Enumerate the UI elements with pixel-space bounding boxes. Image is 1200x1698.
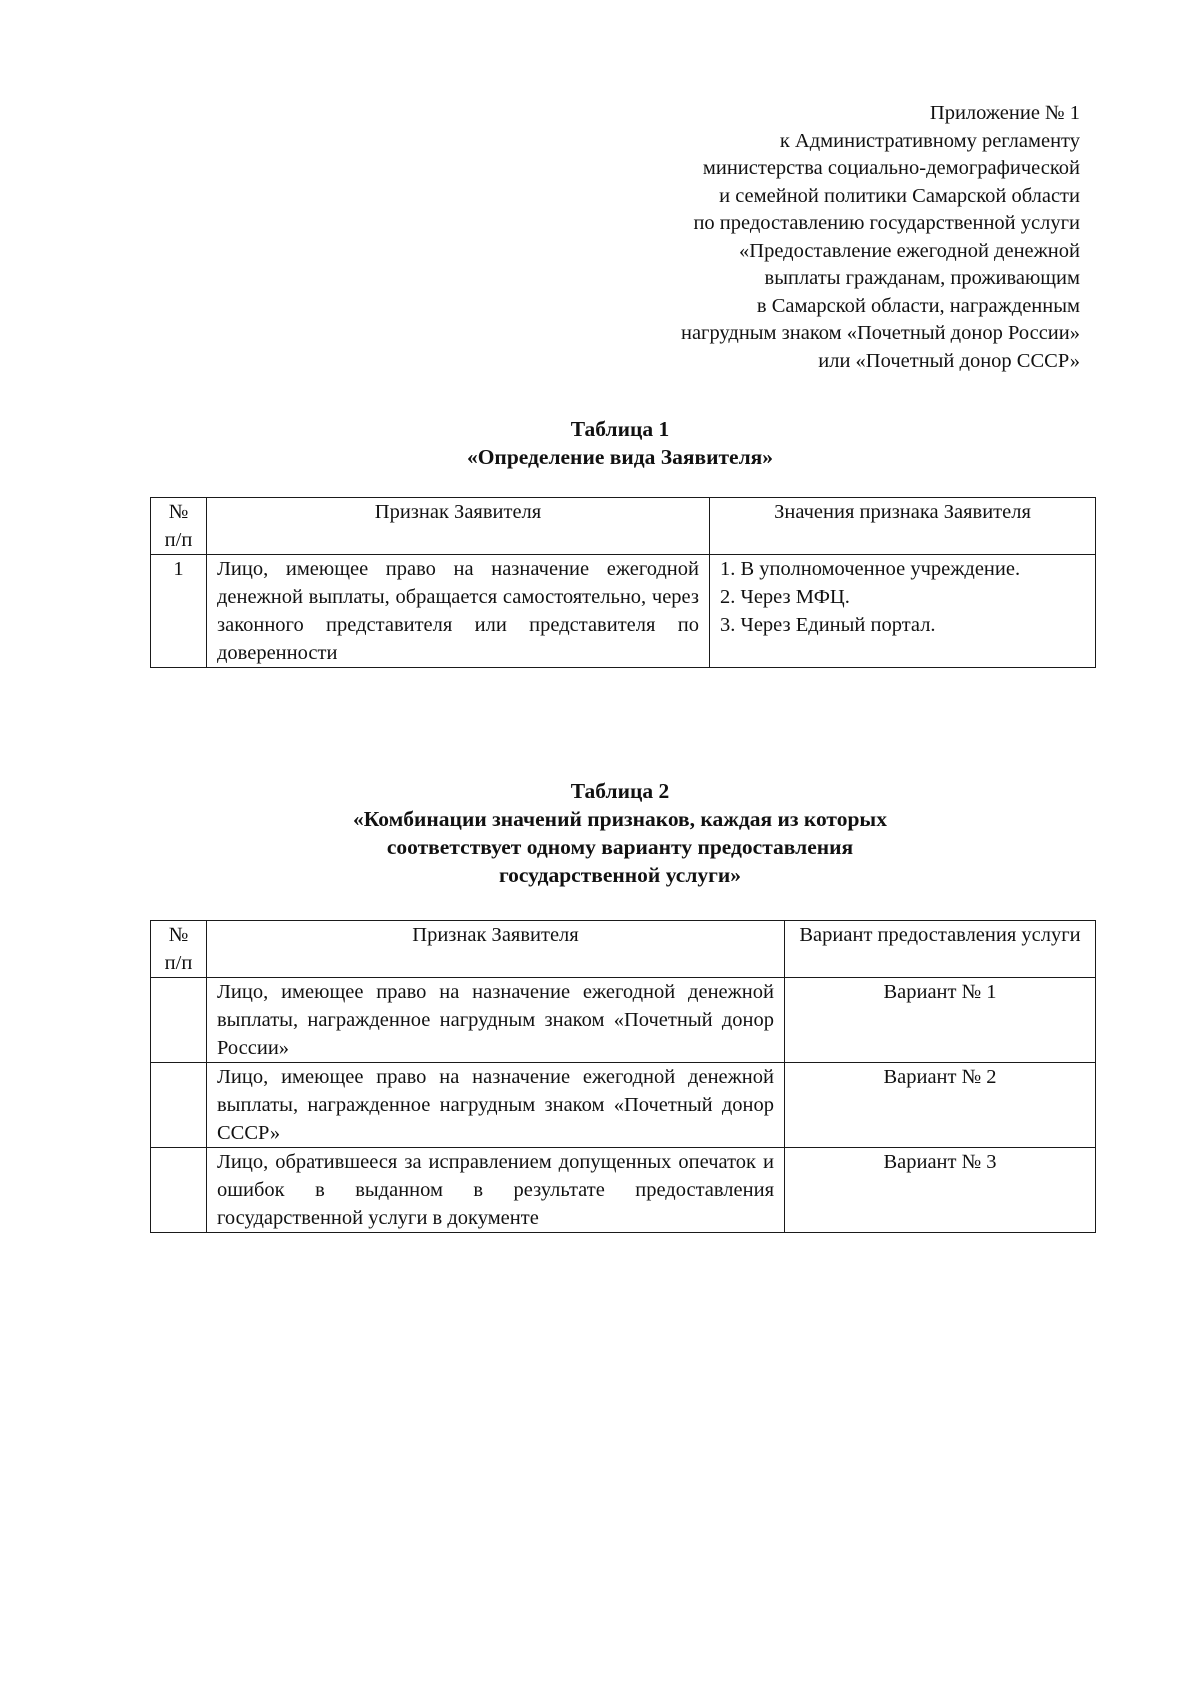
row-attribute: Лицо, имеющее право на назначение ежегодной денежной выплаты, награжденное нагрудным знаком «Почетный донор СССР» bbox=[207, 1063, 785, 1148]
table1-heading bbox=[150, 415, 1090, 471]
row-attribute: Лицо, имеющее право на назначение ежегодной денежной выплаты, обращается самостоятельно, через законного представителя или представителя по доверенности bbox=[207, 555, 710, 668]
table-row bbox=[151, 1148, 1096, 1233]
appendix-line: по предоставлению государственной услуги bbox=[693, 212, 1080, 234]
header-num-abbr: п/п bbox=[164, 952, 193, 974]
header-num-abbr: п/п bbox=[164, 529, 193, 551]
table2-title: Таблица 2 bbox=[570, 779, 670, 803]
table2-header-attribute: Признак Заявителя bbox=[207, 921, 785, 978]
appendix-line: или «Почетный донор СССР» bbox=[818, 349, 1080, 372]
header-num-symbol: № bbox=[168, 924, 189, 946]
table2-header-variant: Вариант предоставления услуги bbox=[785, 921, 1096, 978]
table1-subtitle: «Определение вида Заявителя» bbox=[466, 445, 774, 469]
appendix-line: в Самарской области, награжденным bbox=[756, 294, 1080, 317]
table1-header-values: Значения признака Заявителя bbox=[710, 498, 1096, 555]
table1-header-attribute: Признак Заявителя bbox=[207, 498, 710, 555]
row-num bbox=[151, 1148, 207, 1233]
header-num-symbol: № bbox=[168, 501, 189, 523]
row-attribute: Лицо, обратившееся за исправлением допущенных опечаток и ошибок в выданном в результате предоставления государственной услуги в документе bbox=[207, 1148, 785, 1233]
table2-header-row bbox=[151, 921, 1096, 978]
row-variant: Вариант № 2 bbox=[785, 1063, 1096, 1148]
table2-subtitle-line: государственной услуги» bbox=[498, 863, 742, 887]
table1 bbox=[150, 497, 1096, 668]
row-variant: Вариант № 3 bbox=[785, 1148, 1096, 1233]
appendix-line: к Административному регламенту bbox=[779, 129, 1080, 152]
value-item: 3. Через Единый портал. bbox=[720, 614, 936, 636]
table1-header-row bbox=[151, 498, 1096, 555]
table2 bbox=[150, 920, 1096, 1233]
appendix-line: и семейной политики Самарской области bbox=[719, 184, 1080, 207]
row-num bbox=[151, 1063, 207, 1148]
appendix-line: нагрудным знаком «Почетный донор России» bbox=[680, 322, 1080, 344]
table2-subtitle-line: соответствует одному варианту предоставления bbox=[386, 835, 854, 859]
table1-header-num bbox=[151, 498, 207, 555]
table-row bbox=[151, 555, 1096, 668]
row-attribute: Лицо, имеющее право на назначение ежегодной денежной выплаты, награжденное нагрудным знаком «Почетный донор России» bbox=[207, 978, 785, 1063]
table1-title: Таблица 1 bbox=[570, 417, 670, 441]
appendix-line: выплаты гражданам, проживающим bbox=[764, 267, 1080, 289]
row-num bbox=[151, 978, 207, 1063]
row-variant: Вариант № 1 bbox=[785, 978, 1096, 1063]
table2-subtitle-line: «Комбинации значений признаков, каждая из которых bbox=[353, 807, 887, 831]
appendix-line: Приложение № 1 bbox=[929, 102, 1080, 124]
row-num: 1 bbox=[151, 555, 207, 668]
value-item: 2. Через МФЦ. bbox=[720, 586, 850, 608]
appendix-header bbox=[480, 100, 1080, 375]
table2-heading bbox=[150, 777, 1090, 889]
row-values bbox=[710, 555, 1096, 668]
appendix-line: «Предоставление ежегодной денежной bbox=[739, 239, 1080, 262]
table-row bbox=[151, 1063, 1096, 1148]
value-item: 1. В уполномоченное учреждение. bbox=[720, 558, 1021, 580]
table-row bbox=[151, 978, 1096, 1063]
appendix-line: министерства социально-демографической bbox=[702, 157, 1080, 179]
table2-header-num bbox=[151, 921, 207, 978]
